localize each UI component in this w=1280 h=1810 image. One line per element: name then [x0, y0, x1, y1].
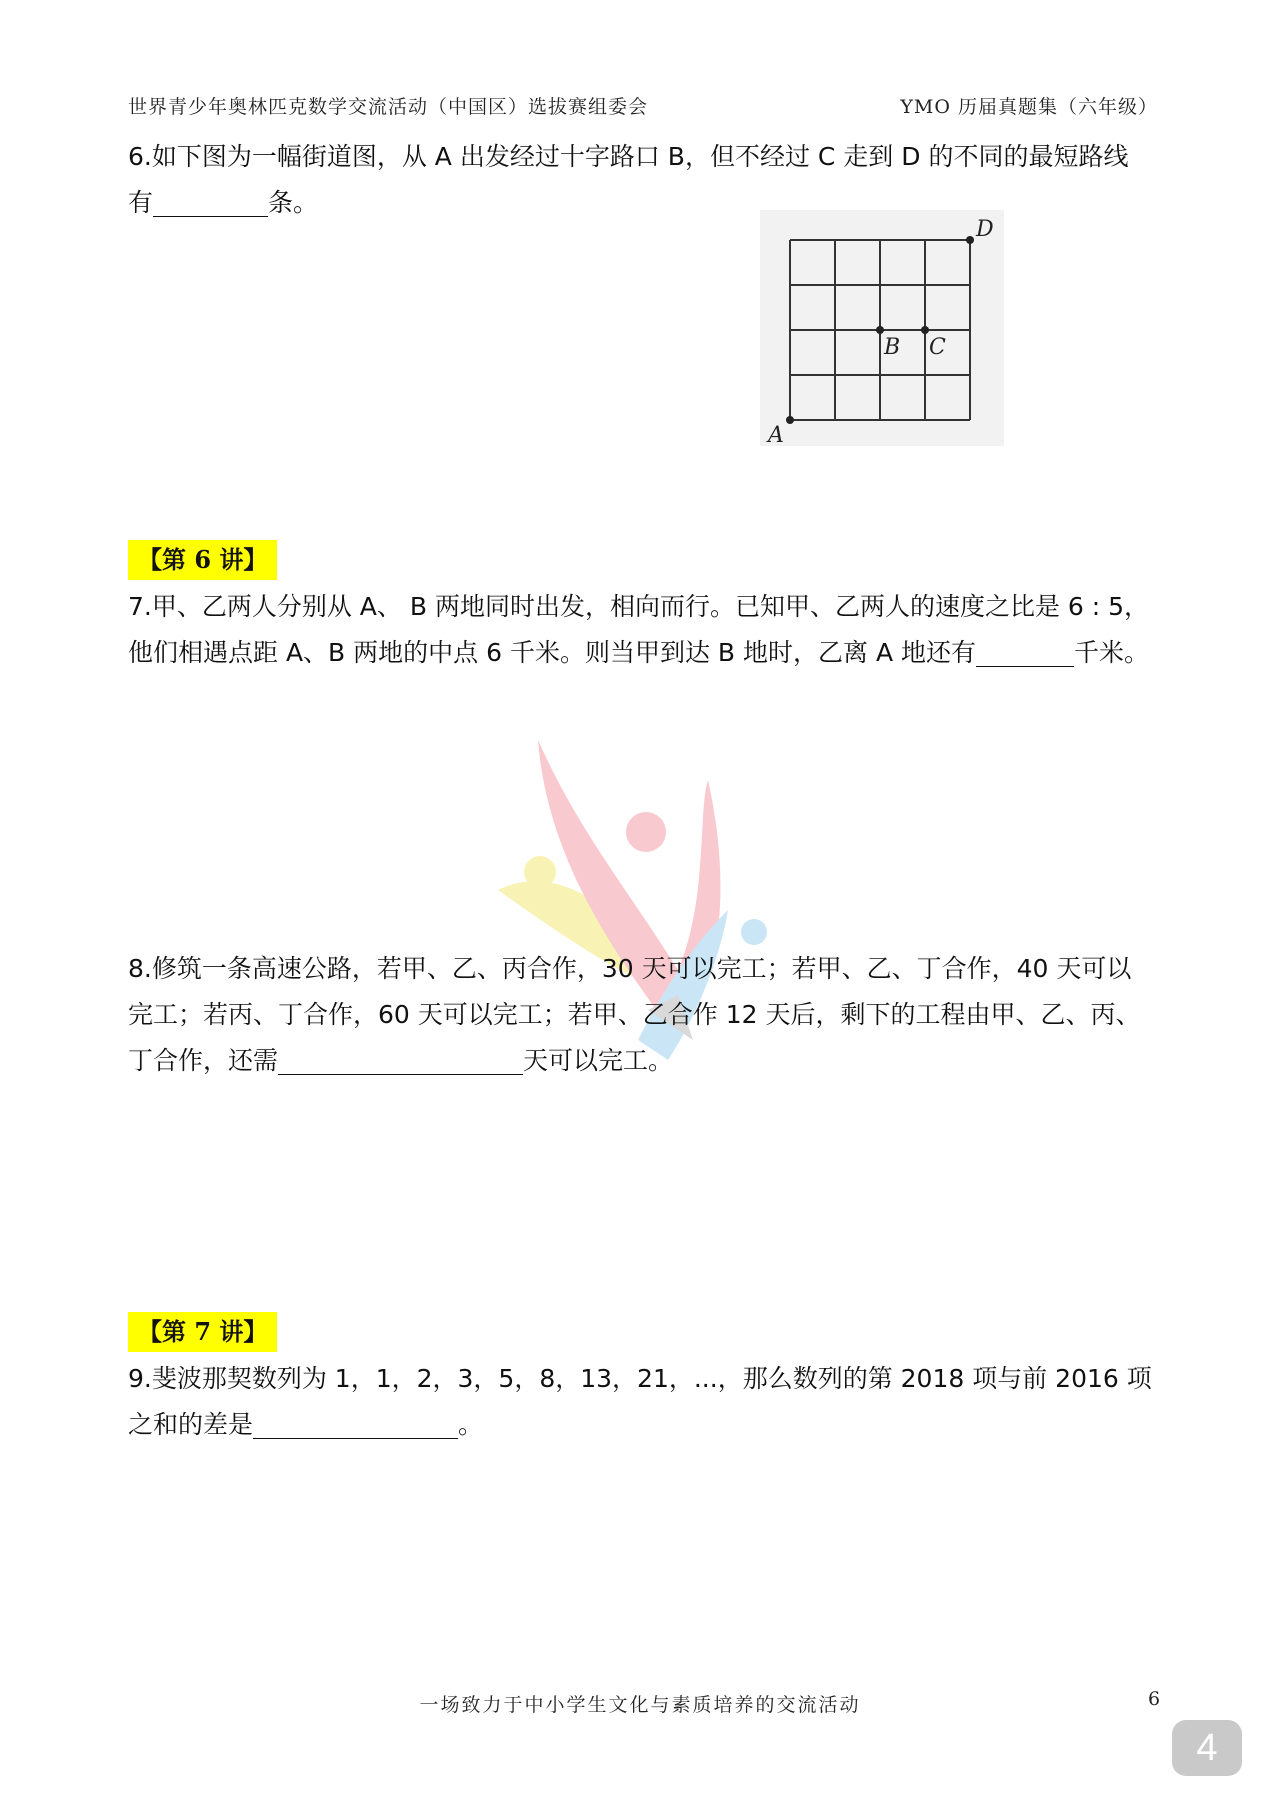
street-grid-figure — [760, 210, 1004, 446]
viewer-page-badge: 4 — [1172, 1720, 1242, 1776]
label-c: C — [929, 335, 946, 360]
point-b-dot — [876, 326, 884, 334]
question-9-prefix: 之和的差是 — [128, 1410, 254, 1439]
point-c-dot — [921, 326, 929, 334]
question-7-suffix: 千米。 — [1074, 638, 1150, 667]
watermark-blue-dot — [741, 919, 767, 945]
question-7-prefix: 他们相遇点距 A、B 两地的中点 6 千米。则当甲到达 B 地时，乙离 A 地还有 — [128, 638, 976, 667]
question-8 — [128, 946, 1168, 1084]
question-9-suffix: 。 — [458, 1410, 484, 1439]
answer-blank-7[interactable] — [976, 636, 1074, 667]
label-a: A — [768, 423, 784, 446]
label-b: B — [884, 335, 901, 360]
question-6-suffix: 条。 — [268, 188, 319, 217]
question-8-line2: 完工；若丙、丁合作，60 天可以完工；若甲、乙合作 12 天后，剩下的工程由甲、乙、丙、 — [128, 1000, 1141, 1029]
question-6-prefix: 有 — [128, 188, 154, 217]
question-7-line2 — [128, 630, 1168, 676]
question-6-line1: 6.如下图为一幅街道图，从 A 出发经过十字路口 B，但不经过 C 走到 D 的不同的最短路线 — [128, 142, 1129, 171]
question-6 — [128, 134, 1168, 226]
answer-blank-9[interactable] — [253, 1408, 458, 1439]
lecture-6-tag: 【第 6 讲】 — [128, 540, 277, 580]
question-9 — [128, 1356, 1168, 1448]
question-8-prefix: 丁合作，还需 — [128, 1046, 279, 1075]
watermark-red-dot — [626, 812, 666, 852]
header-organizer: 世界青少年奥林匹克数学交流活动（中国区）选拔赛组委会 — [128, 96, 649, 118]
header-book-title: YMO 历届真题集（六年级） — [900, 96, 1158, 118]
point-a-dot — [786, 416, 794, 424]
watermark-yellow-dot — [524, 856, 556, 888]
label-d: D — [976, 217, 994, 242]
question-8-line3 — [128, 1038, 1168, 1084]
question-8-suffix: 天可以完工。 — [523, 1046, 674, 1075]
point-d-dot — [966, 236, 974, 244]
question-7 — [128, 584, 1168, 676]
question-9-line1: 9.斐波那契数列为 1，1，2，3，5，8，13，21，...，那么数列的第 2018 项与前 2016 项 — [128, 1364, 1152, 1393]
question-6-line2 — [128, 180, 1168, 226]
answer-blank-8[interactable] — [278, 1044, 523, 1075]
lecture-7-tag: 【第 7 讲】 — [128, 1312, 277, 1352]
question-8-line1: 8.修筑一条高速公路，若甲、乙、丙合作，30 天可以完工；若甲、乙、丁合作，40 天可以 — [128, 954, 1132, 983]
page-header — [128, 92, 1158, 118]
question-9-line2 — [128, 1402, 1168, 1448]
answer-blank-6[interactable] — [153, 186, 268, 217]
page-footer: 一场致力于中小学生文化与素质培养的交流活动 — [419, 1694, 861, 1716]
question-7-line1: 7.甲、乙两人分别从 A、 B 两地同时出发，相向而行。已知甲、乙两人的速度之比是 6 : 5， — [128, 592, 1150, 621]
page-number: 6 — [1148, 1688, 1161, 1710]
